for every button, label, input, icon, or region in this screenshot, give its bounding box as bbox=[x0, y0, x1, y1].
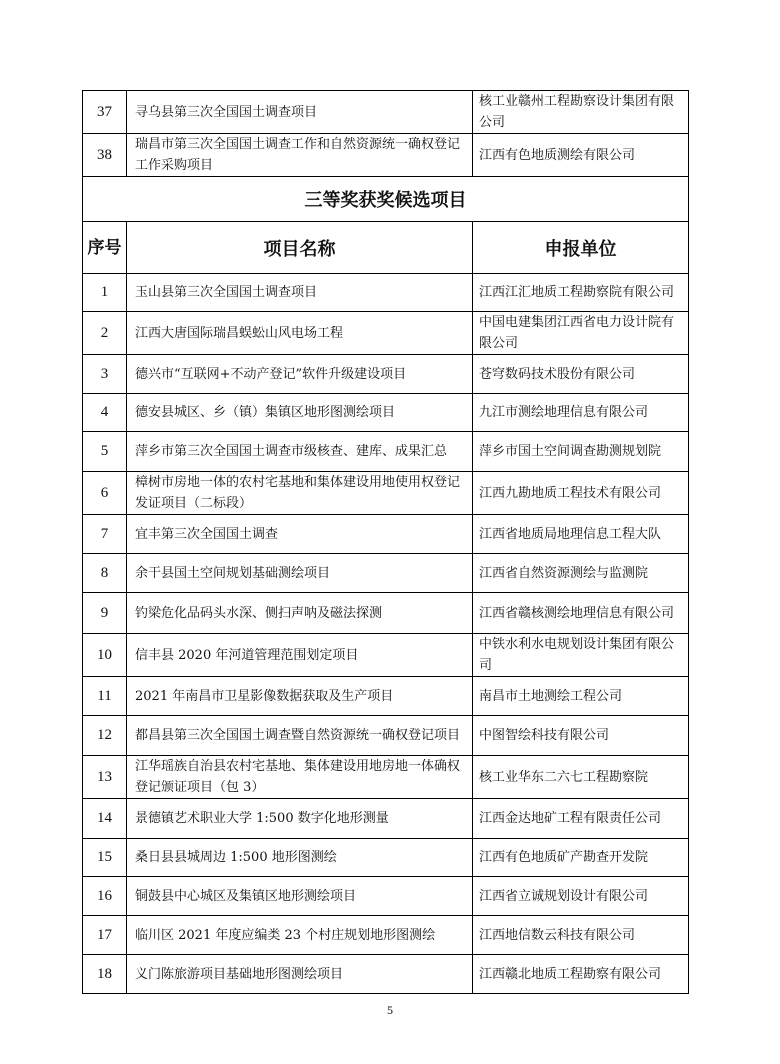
row-number: 4 bbox=[83, 394, 127, 432]
applicant-unit: 江西省立诚规划设计有限公司 bbox=[473, 877, 689, 916]
row-number: 10 bbox=[83, 634, 127, 677]
applicant-unit: 九江市测绘地理信息有限公司 bbox=[473, 394, 689, 432]
applicant-unit: 中国电建集团江西省电力设计院有限公司 bbox=[473, 312, 689, 355]
table-row bbox=[83, 593, 689, 634]
row-number: 16 bbox=[83, 877, 127, 916]
applicant-unit: 江西地信数云科技有限公司 bbox=[473, 916, 689, 955]
project-name: 宜丰第三次全国国土调查 bbox=[127, 515, 473, 554]
applicant-unit: 苍穹数码技术股份有限公司 bbox=[473, 355, 689, 394]
applicant-unit: 江西九勘地质工程技术有限公司 bbox=[473, 472, 689, 515]
table-row bbox=[83, 916, 689, 955]
applicant-unit: 江西省地质局地理信息工程大队 bbox=[473, 515, 689, 554]
table-row bbox=[83, 472, 689, 515]
applicant-unit: 江西金达地矿工程有限责任公司 bbox=[473, 799, 689, 839]
table-row bbox=[83, 756, 689, 799]
row-number: 37 bbox=[83, 91, 127, 134]
project-name: 余干县国土空间规划基础测绘项目 bbox=[127, 554, 473, 593]
table-row bbox=[83, 634, 689, 677]
table-row bbox=[83, 716, 689, 756]
applicant-unit: 江西省自然资源测绘与监测院 bbox=[473, 554, 689, 593]
row-number: 15 bbox=[83, 839, 127, 877]
page-number: 5 bbox=[387, 1003, 393, 1017]
row-number: 8 bbox=[83, 554, 127, 593]
row-number: 7 bbox=[83, 515, 127, 554]
row-number: 2 bbox=[83, 312, 127, 355]
applicant-unit: 中铁水利水电规划设计集团有限公司 bbox=[473, 634, 689, 677]
row-number: 18 bbox=[83, 955, 127, 994]
project-name: 江华瑶族自治县农村宅基地、集体建设用地房地一体确权登记颁证项目（包 3） bbox=[127, 756, 473, 799]
row-number: 3 bbox=[83, 355, 127, 394]
header-project-name: 项目名称 bbox=[127, 222, 473, 274]
project-name: 2021 年南昌市卫星影像数据获取及生产项目 bbox=[127, 677, 473, 716]
project-name: 瑞昌市第三次全国国土调查工作和自然资源统一确权登记工作采购项目 bbox=[127, 134, 473, 177]
project-name: 景德镇艺术职业大学 1:500 数字化地形测量 bbox=[127, 799, 473, 839]
table-row bbox=[83, 554, 689, 593]
applicant-unit: 江西江汇地质工程勘察院有限公司 bbox=[473, 274, 689, 312]
header-seq: 序号 bbox=[83, 222, 127, 274]
row-number: 14 bbox=[83, 799, 127, 839]
project-name: 玉山县第三次全国国土调查项目 bbox=[127, 274, 473, 312]
table-row bbox=[83, 394, 689, 432]
table-row bbox=[83, 677, 689, 716]
header-row bbox=[83, 222, 689, 274]
header-unit: 申报单位 bbox=[473, 222, 689, 274]
award-table bbox=[82, 90, 689, 994]
applicant-unit: 南昌市土地测绘工程公司 bbox=[473, 677, 689, 716]
project-name: 萍乡市第三次全国国土调查市级核查、建库、成果汇总 bbox=[127, 432, 473, 472]
project-name: 义门陈旅游项目基础地形图测绘项目 bbox=[127, 955, 473, 994]
project-name: 桑日县县城周边 1:500 地形图测绘 bbox=[127, 839, 473, 877]
table-row bbox=[83, 432, 689, 472]
row-number: 11 bbox=[83, 677, 127, 716]
applicant-unit: 萍乡市国土空间调查勘测规划院 bbox=[473, 432, 689, 472]
table-row bbox=[83, 877, 689, 916]
table-row bbox=[83, 799, 689, 839]
table-row bbox=[83, 312, 689, 355]
table-row bbox=[83, 839, 689, 877]
table-row bbox=[83, 134, 689, 177]
project-name: 铜鼓县中心城区及集镇区地形测绘项目 bbox=[127, 877, 473, 916]
row-number: 12 bbox=[83, 716, 127, 756]
row-number: 9 bbox=[83, 593, 127, 634]
applicant-unit: 江西有色地质矿产勘查开发院 bbox=[473, 839, 689, 877]
table-row bbox=[83, 515, 689, 554]
project-name: 信丰县 2020 年河道管理范围划定项目 bbox=[127, 634, 473, 677]
project-name: 德安县城区、乡（镇）集镇区地形图测绘项目 bbox=[127, 394, 473, 432]
row-number: 6 bbox=[83, 472, 127, 515]
project-name: 临川区 2021 年度应编类 23 个村庄规划地形图测绘 bbox=[127, 916, 473, 955]
applicant-unit: 核工业华东二六七工程勘察院 bbox=[473, 756, 689, 799]
applicant-unit: 中图智绘科技有限公司 bbox=[473, 716, 689, 756]
table-row bbox=[83, 355, 689, 394]
row-number: 13 bbox=[83, 756, 127, 799]
project-name: 德兴市“互联网+不动产登记”软件升级建设项目 bbox=[127, 355, 473, 394]
project-name: 都昌县第三次全国国土调查暨自然资源统一确权登记项目 bbox=[127, 716, 473, 756]
row-number: 38 bbox=[83, 134, 127, 177]
applicant-unit: 江西赣北地质工程勘察有限公司 bbox=[473, 955, 689, 994]
table-row bbox=[83, 91, 689, 134]
section-title: 三等奖获奖候选项目 bbox=[83, 177, 689, 222]
section-row bbox=[83, 177, 689, 222]
applicant-unit: 江西省赣核测绘地理信息有限公司 bbox=[473, 593, 689, 634]
applicant-unit: 江西有色地质测绘有限公司 bbox=[473, 134, 689, 177]
award-table-body bbox=[83, 91, 689, 994]
row-number: 1 bbox=[83, 274, 127, 312]
project-name: 寻乌县第三次全国国土调查项目 bbox=[127, 91, 473, 134]
row-number: 5 bbox=[83, 432, 127, 472]
project-name: 樟树市房地一体的农村宅基地和集体建设用地使用权登记发证项目（二标段） bbox=[127, 472, 473, 515]
project-name: 江西大唐国际瑞昌蜈蚣山风电场工程 bbox=[127, 312, 473, 355]
row-number: 17 bbox=[83, 916, 127, 955]
table-row bbox=[83, 274, 689, 312]
applicant-unit: 核工业赣州工程勘察设计集团有限公司 bbox=[473, 91, 689, 134]
table-row bbox=[83, 955, 689, 994]
project-name: 钓梁危化品码头水深、侧扫声呐及磁法探测 bbox=[127, 593, 473, 634]
